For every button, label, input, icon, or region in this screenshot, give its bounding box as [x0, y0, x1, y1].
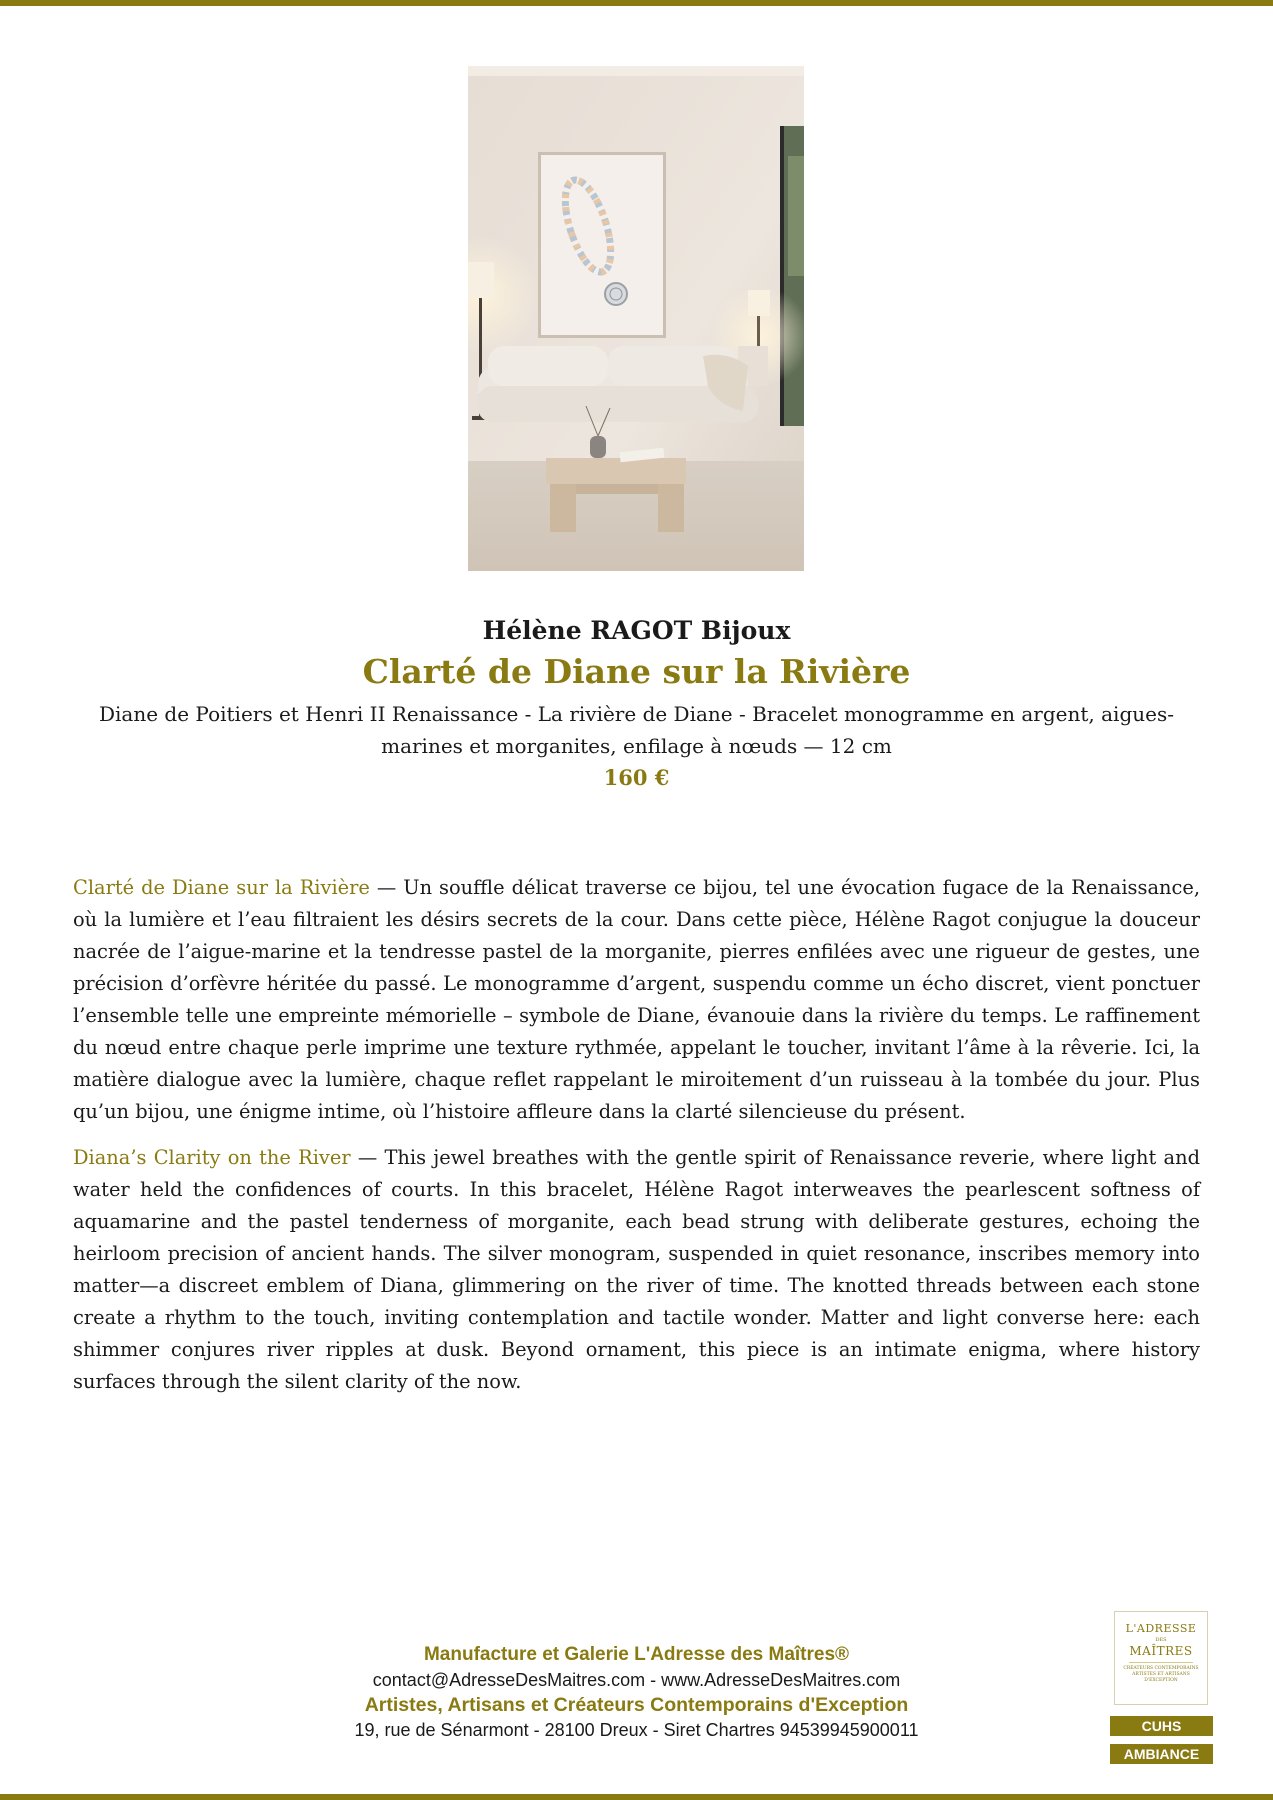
- description-french: [73, 872, 1200, 1128]
- description-english-text: — This jewel breathes with the gentle spirit of Renaissance reverie, where light and water held the confidences of courts. In this bracelet, Hélène Ragot interweaves the pearlescent softness of aquamarine and the pastel tenderness of morganite, each bead strung with deliberate gestures, echoing the heirloom precision of ancient hands. The silver monogram, suspended in quiet resonance, inscribes memory into matter—a discreet emblem of Diana, glimmering on the river of time. The knotted threads between each stone create a rhythm to the touch, inviting contemplation and tactile wonder. Matter and light converse here: each shimmer conjures river ripples at dusk. Beyond ornament, this piece is an intimate enigma, where history surfaces through the silent clarity of the now.: [73, 1146, 1200, 1393]
- logo-line-4: CRÉATEURS CONTEMPORAINS ARTISTES ET ARTISANS D'EXCEPTION: [1123, 1666, 1199, 1683]
- bottom-border: [0, 1794, 1273, 1800]
- product-photo: [468, 66, 804, 571]
- description-french-lead: Clarté de Diane sur la Rivière: [73, 876, 370, 899]
- product-subtitle: Diane de Poitiers et Henri II Renaissance - La rivière de Diane - Bracelet monogramme en argent, aigues-marines et morganites, enfilage à nœuds — 12 cm: [99, 702, 1174, 758]
- description-french-text: — Un souffle délicat traverse ce bijou, tel une évocation fugace de la Renaissance, où la lumière et l’eau filtraient les désirs secrets de la cour. Dans cette pièce, Hélène Ragot conjugue la douceur nacrée de l’aigue-marine et la tendresse pastel de la morganite, pierres enfilées avec une rigueur de gestes, une précision d’orfèvre héritée du passé. Le monogramme d’argent, suspendu comme un écho discret, vient ponctuer l’ensemble telle une empreinte mémorielle – symbole de Diane, évanouie dans la rivière du temps. Le raffinement du nœud entre chaque perle imprime une texture rythmée, appelant le toucher, invitant l’âme à la rêverie. Ici, la matière dialogue avec la lumière, chaque reflet rappelant le miroitement d’un ruisseau à la tombée du jour. Plus qu’un bijou, une énigme intime, où l’histoire affleure dans la clarté silencieuse du présent.: [73, 876, 1200, 1123]
- footer-address: 19, rue de Sénarmont - 28100 Dreux - Siret Chartres 94539945900011: [354, 1720, 919, 1740]
- footer-contact: contact@AdresseDesMaitres.com - www.AdresseDesMaitres.com: [372, 1670, 901, 1690]
- badge-ambiance: AMBIANCE: [1110, 1744, 1213, 1764]
- top-border: [0, 0, 1273, 6]
- product-price: 160 €: [603, 765, 670, 790]
- logo-line-1: L'ADRESSE: [1125, 1622, 1197, 1635]
- badge-cuhs: CUHS: [1110, 1716, 1213, 1736]
- product-description: [73, 872, 1200, 1412]
- description-english-lead: Diana’s Clarity on the River: [73, 1146, 351, 1169]
- logo-divider: [1129, 1662, 1193, 1663]
- description-english: [73, 1142, 1200, 1398]
- footer-company-name: Manufacture et Galerie L'Adresse des Maîtres®: [423, 1644, 850, 1665]
- footer: [300, 1642, 973, 1742]
- product-header: [60, 612, 1213, 794]
- gallery-logo: [1114, 1611, 1208, 1705]
- product-title: Clarté de Diane sur la Rivière: [362, 652, 911, 691]
- artist-name: Hélène RAGOT Bijoux: [482, 616, 791, 645]
- logo-line-2: DES: [1155, 1637, 1167, 1643]
- footer-tagline: Artistes, Artisans et Créateurs Contemporains d'Exception: [364, 1694, 909, 1716]
- logo-line-3: MAÎTRES: [1129, 1644, 1193, 1658]
